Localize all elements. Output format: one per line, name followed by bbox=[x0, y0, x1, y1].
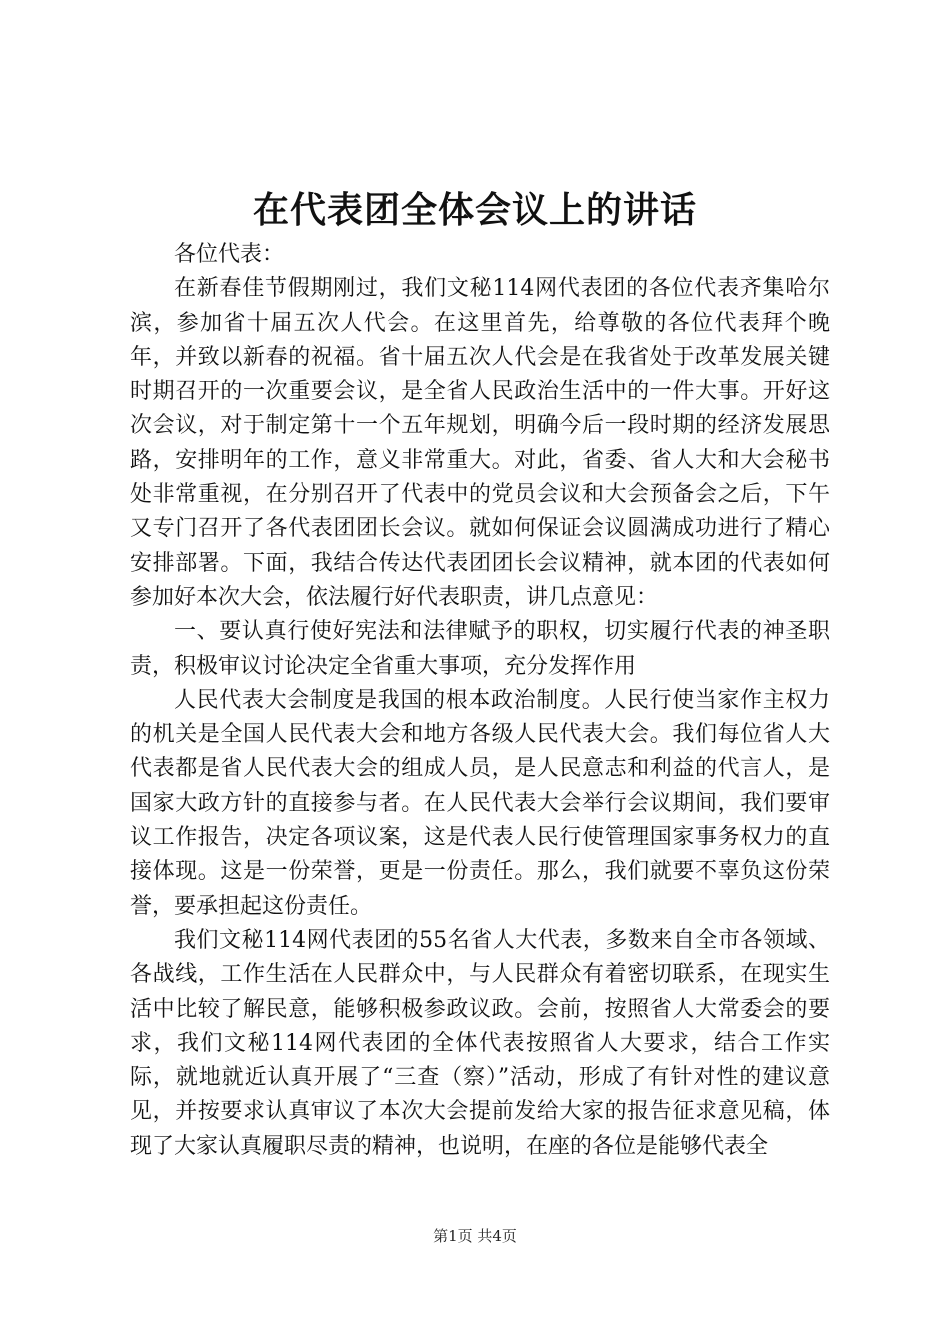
page-number: 第1页 共4页 bbox=[433, 1227, 517, 1245]
document-title: 在代表团全体会议上的讲话 bbox=[252, 189, 697, 231]
section-heading-1: 一、要认真行使好宪法和法律赋予的职权，切实履行代表的神圣职责，积极审议讨论决定全省重大事项，充分发挥作用 bbox=[130, 619, 830, 679]
document-body bbox=[130, 238, 830, 1164]
paragraph-opening: 在新春佳节假期刚过，我们文秘114网代表团的各位代表齐集哈尔滨，参加省十届五次人代会。在这里首先，给尊敬的各位代表拜个晚年，并致以新春的祝福。省十届五次人代会是在我省处于改革发展关键时期召开的一次重要会议，是全省人民政治生活中的一件大事。开好这次会议，对于制定第十一个五年规划，明确今后一段时期的经济发展思路，安排明年的工作，意义非常重大。对此，省委、省人大和大会秘书处非常重视，在分别召开了代表中的党员会议和大会预备会之后，下午又专门召开了各代表团团长会议。就如何保证会议圆满成功进行了精心安排部署。下面，我结合传达代表团团长会议精神，就本团的代表如何参加好本次大会，依法履行好代表职责，讲几点意见： bbox=[130, 276, 830, 610]
salutation: 各位代表： bbox=[174, 242, 285, 267]
paragraph-delegation: 我们文秘114网代表团的55名省人大代表，多数来自全市各领域、各战线，工作生活在人民群众中，与人民群众有着密切联系，在现实生活中比较了解民意，能够积极参政议政。会前，按照省人大常委会的要求，我们文秘114网代表团的全体代表按照省人大要求，结合工作实际，就地就近认真开展了“三查（察）”活动，形成了有针对性的建议意见，并按要求认真审议了本次大会提前发给大家的报告征求意见稿，体现了大家认真履职尽责的精神，也说明，在座的各位是能够代表全 bbox=[130, 927, 830, 1159]
paragraph-people-congress: 人民代表大会制度是我国的根本政治制度。人民行使当家作主权力的机关是全国人民代表大会和地方各级人民代表大会。我们每位省人大代表都是省人民代表大会的组成人员，是人民意志和利益的代言人，是国家大政方针的直接参与者。在人民代表大会举行会议期间，我们要审议工作报告，决定各项议案，这是代表人民行使管理国家事务权力的直接体现。这是一份荣誉，更是一份责任。那么，我们就要不辜负这份荣誉，要承担起这份责任。 bbox=[130, 687, 830, 919]
